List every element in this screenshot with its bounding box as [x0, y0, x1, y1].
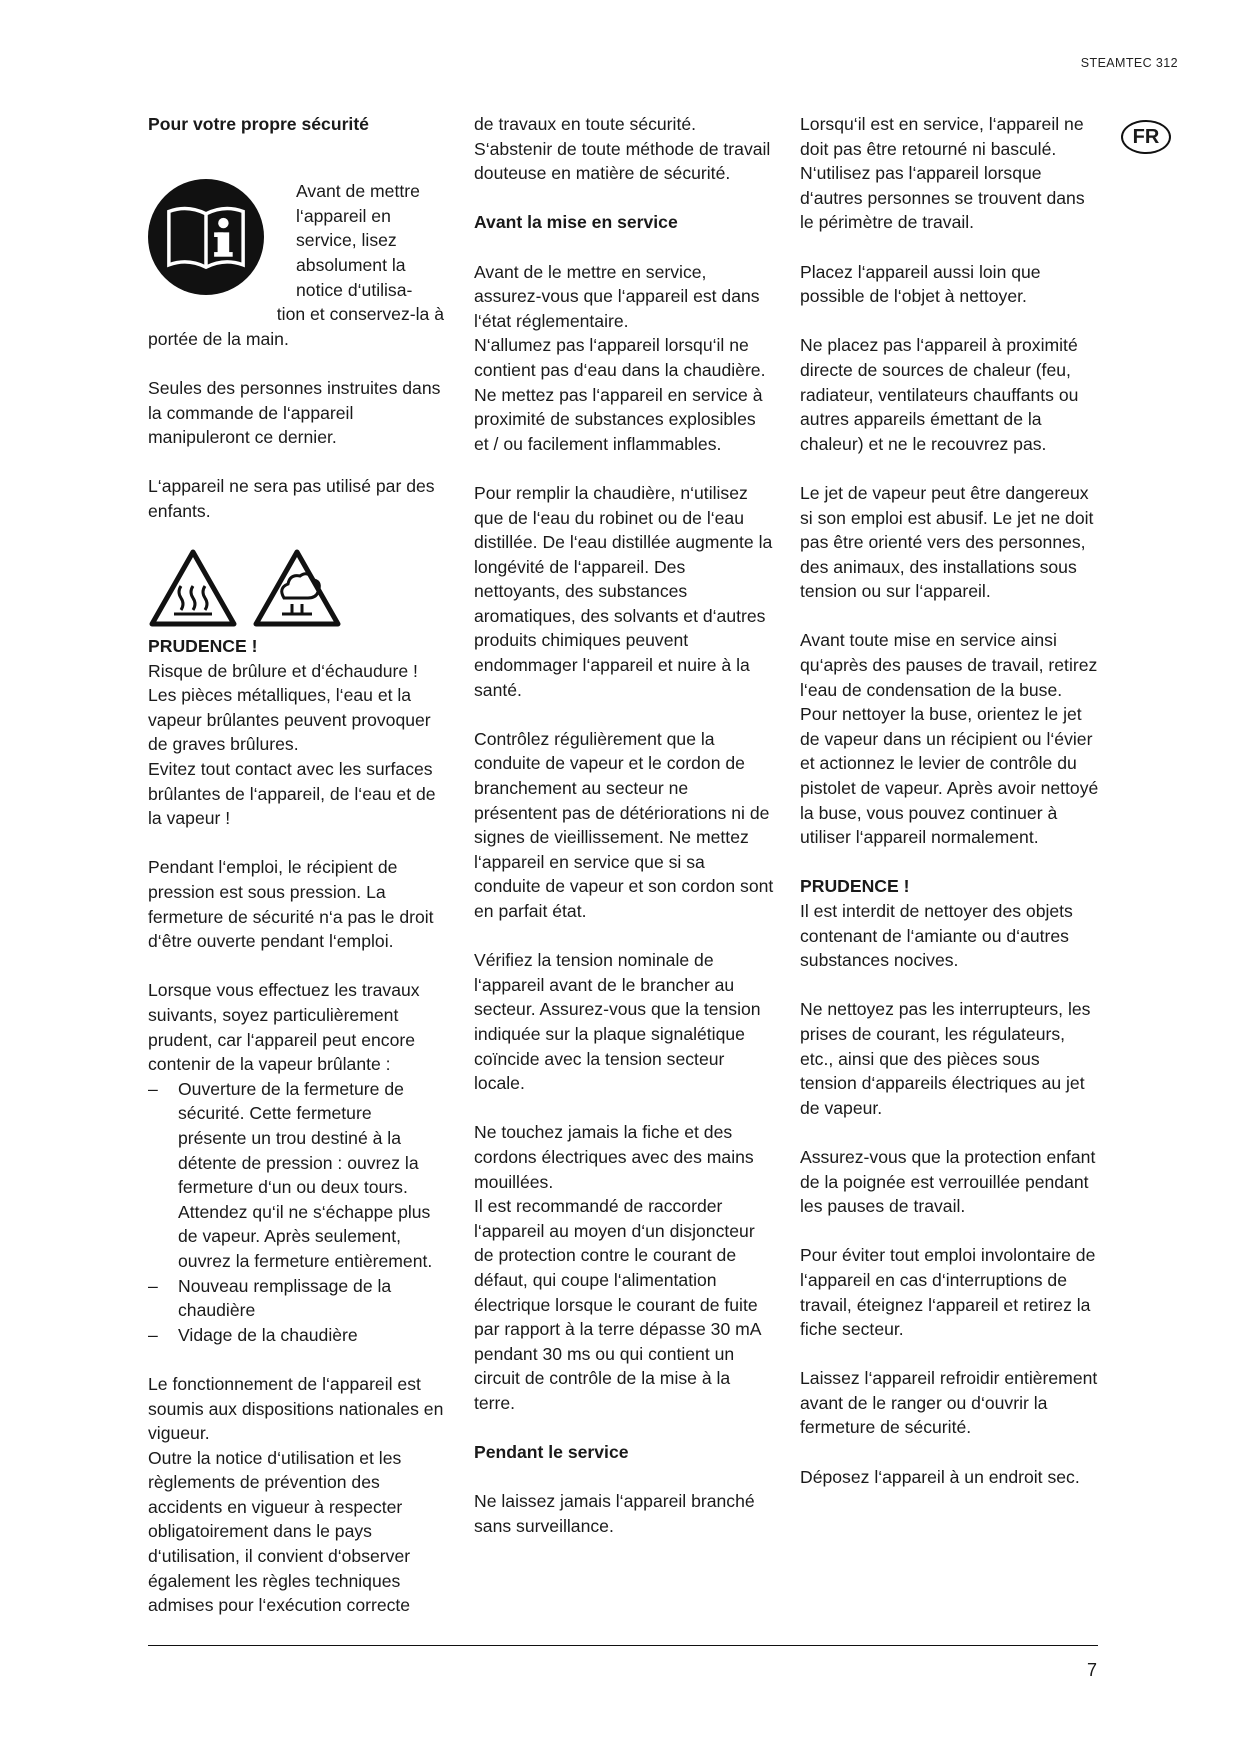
paragraph: Lorsque vous effectuez les travaux suivants, soyez particulièrement prudent, car l‘appareil peut encore contenir de la vapeur brûlante : — [148, 980, 420, 1075]
paragraph: Pour éviter tout emploi involontaire de l‘appareil en cas d‘interruptions de travail, éteignez l‘appareil et retirez la fiche secteur. — [800, 1245, 1096, 1340]
hot-steam-warning-icon — [252, 548, 342, 628]
intro-tail-line: tion et conservez-la à — [276, 304, 444, 325]
paragraph: L‘appareil ne sera pas utilisé par des enfants. — [148, 476, 435, 521]
caution-block — [148, 634, 444, 831]
paragraph: N‘allumez pas l‘appareil lorsqu‘il ne contient pas d‘eau dans la chaudière. — [474, 335, 766, 380]
caution-title: PRUDENCE ! — [148, 636, 258, 657]
paragraph: Il est recommandé de raccorder l‘appareil au moyen d‘un disjoncteur de protection contre le courant de défaut, qui coupe l‘alimentation électrique lorsque le courant de fuite par rapport à la terre dépasse 30 mA pendant 30 ms ou qui contient un circuit de contrôle de la mise à la terre. — [474, 1196, 761, 1413]
paragraph: Vérifiez la tension nominale de l‘appareil avant de le brancher au secteur. Assurez-vous que la tension indiquée sur la plaque signalétique coïncide avec la tension secteur locale. — [474, 950, 761, 1094]
footer-divider — [148, 1645, 1098, 1646]
language-badge: FR — [1121, 120, 1171, 154]
paragraph: Outre la notice d‘utilisation et les règlements de prévention des accidents en vigueur à respecter obligatoirement dans le pays d‘utilisation, il convient d‘observer également les règles techniques admises pour l‘exécution correcte — [148, 1447, 411, 1616]
read-manual-icon — [148, 179, 264, 295]
intro-line: absolument la — [296, 254, 406, 275]
caution-text: Risque de brûlure et d‘échaudure ! Les pièces métalliques, l‘eau et la vapeur brûlantes peuvent provoquer de graves brûlures. — [148, 660, 431, 755]
intro-tail — [148, 302, 444, 351]
dash-list — [148, 1077, 444, 1348]
paragraph: Ne laissez jamais l‘appareil branché sans surveillance. — [474, 1491, 755, 1536]
paragraph: Ne nettoyez pas les interrupteurs, les prises de courant, les régulateurs, etc., ainsi que des pièces sous tension d‘appareils électriques au jet de vapeur. — [800, 999, 1091, 1118]
before-use-block — [474, 260, 774, 457]
paragraph: Déposez l‘appareil à un endroit sec. — [800, 1466, 1080, 1487]
paragraph: Ne touchez jamais la fiche et des cordons électriques avec des mains mouillées. — [474, 1122, 754, 1192]
paragraph: Pour remplir la chaudière, n‘utilisez que de l‘eau du robinet ou de l‘eau distillée. De l‘eau distillée augmente la longévité de l‘appareil. Des nettoyants, des substances aromatiques, des solvants et d‘autres produits chimiques peuvent endommager l‘appareil et nuire à la santé. — [474, 482, 773, 700]
warning-icons — [148, 548, 444, 628]
list-item: – Nouveau remplissage de la chaudière — [148, 1274, 444, 1323]
operation-block — [800, 112, 1100, 235]
section-heading-during-use: Pendant le service — [474, 1442, 629, 1463]
column-2 — [474, 112, 774, 1563]
list-item: – Ouverture de la fermeture de sécurité. Cette fermeture présente un trou destiné à la détente de pression : ouvrez la fermeture d‘un ou deux tours. Attendez qu‘il ne s‘échappe plus de vapeur. Après seulement, ouvrez la fermeture entièrement. — [148, 1077, 444, 1274]
section-heading-safety: Pour votre propre sécurité — [148, 114, 369, 134]
paragraph: Ne mettez pas l‘appareil en service à proximité de substances explosibles et / ou facilement inflammables. — [474, 384, 763, 454]
paragraph: Le fonctionnement de l‘appareil est soumis aux dispositions nationales en vigueur. — [148, 1373, 444, 1444]
intro-tail-line: portée de la main. — [148, 328, 289, 349]
paragraph: Avant toute mise en service ainsi qu‘après des pauses de travail, retirez l‘eau de condensation de la buse. Pour nettoyer la buse, orientez le jet de vapeur dans un récipient ou l‘évier et actionnez le levier de contrôle du pistolet de vapeur. Après avoir nettoyé la buse, vous pouvez continuer à utiliser l‘appareil normalement. — [800, 630, 1099, 848]
paragraph: Avant de le mettre en service, assurez-vous que l‘appareil est dans l‘état réglementaire. — [474, 261, 760, 331]
intro-lines — [296, 179, 420, 302]
paragraph: Seules des personnes instruites dans la commande de l‘appareil manipuleront ce dernier. — [148, 377, 441, 448]
paragraph: Pendant l‘emploi, le récipient de pression est sous pression. La fermeture de sécurité n‘a pas le droit d‘être ouverte pendant l‘emploi. — [148, 857, 434, 952]
info-block — [148, 161, 444, 302]
section-heading-before-use: Avant la mise en service — [474, 212, 678, 233]
intro-line: notice d‘utilisa- — [296, 279, 413, 300]
page-number: 7 — [1086, 1660, 1097, 1680]
electrical-block — [474, 1120, 774, 1415]
paragraph: Lorsqu‘il est en service, l‘appareil ne doit pas être retourné ni basculé. — [800, 114, 1084, 159]
intro-line: l‘appareil en — [296, 205, 391, 226]
paragraph: N‘utilisez pas l‘appareil lorsque d‘autres personnes se trouvent dans le périmètre de travail. — [800, 163, 1085, 233]
paragraph: Ne placez pas l‘appareil à proximité directe de sources de chaleur (feu, radiateur, ventilateurs chauffants ou autres appareils émettant de la chaleur) et ne le recouvrez pas. — [800, 335, 1079, 454]
regulations-block — [148, 1372, 444, 1618]
intro-line: Avant de mettre — [296, 181, 420, 202]
intro-line: service, lisez — [296, 230, 397, 251]
caution-text: Il est interdit de nettoyer des objets contenant de l‘amiante ou d‘autres substances nocives. — [800, 901, 1073, 971]
column-3 — [800, 112, 1100, 1514]
paragraph: Laissez l‘appareil refroidir entièrement avant de le ranger ou d‘ouvrir la fermeture de sécurité. — [800, 1368, 1098, 1438]
paragraph: Contrôlez régulièrement que la conduite de vapeur et le cordon de branchement au secteur ne présentent pas de détériorations ni de signes de vieillissement. Ne mettez l‘appareil en service que si sa conduite de vapeur et son cordon sont en parfait état. — [474, 728, 774, 921]
paragraph: de travaux en toute sécurité. S‘abstenir de toute méthode de travail douteuse en matière de sécurité. — [474, 114, 771, 184]
caution-title: PRUDENCE ! — [800, 876, 910, 897]
paragraph: Placez l‘appareil aussi loin que possible de l‘objet à nettoyer. — [800, 261, 1041, 307]
work-list-block — [148, 978, 444, 1347]
caution-text: Evitez tout contact avec les surfaces brûlantes de l‘appareil, de l‘eau et de la vapeur ! — [148, 759, 436, 829]
paragraph: Assurez-vous que la protection enfant de la poignée est verrouillée pendant les pauses de travail. — [800, 1146, 1096, 1217]
caution-block — [800, 874, 1100, 972]
list-item: – Vidage de la chaudière — [148, 1323, 444, 1348]
model-name: STEAMTEC 312 — [1080, 56, 1178, 70]
column-1 — [148, 112, 444, 1642]
paragraph: Le jet de vapeur peut être dangereux si son emploi est abusif. Le jet ne doit pas être orienté vers des personnes, des animaux, des installations sous tension ou sur l‘appareil. — [800, 482, 1094, 602]
hot-surface-warning-icon — [148, 548, 238, 628]
